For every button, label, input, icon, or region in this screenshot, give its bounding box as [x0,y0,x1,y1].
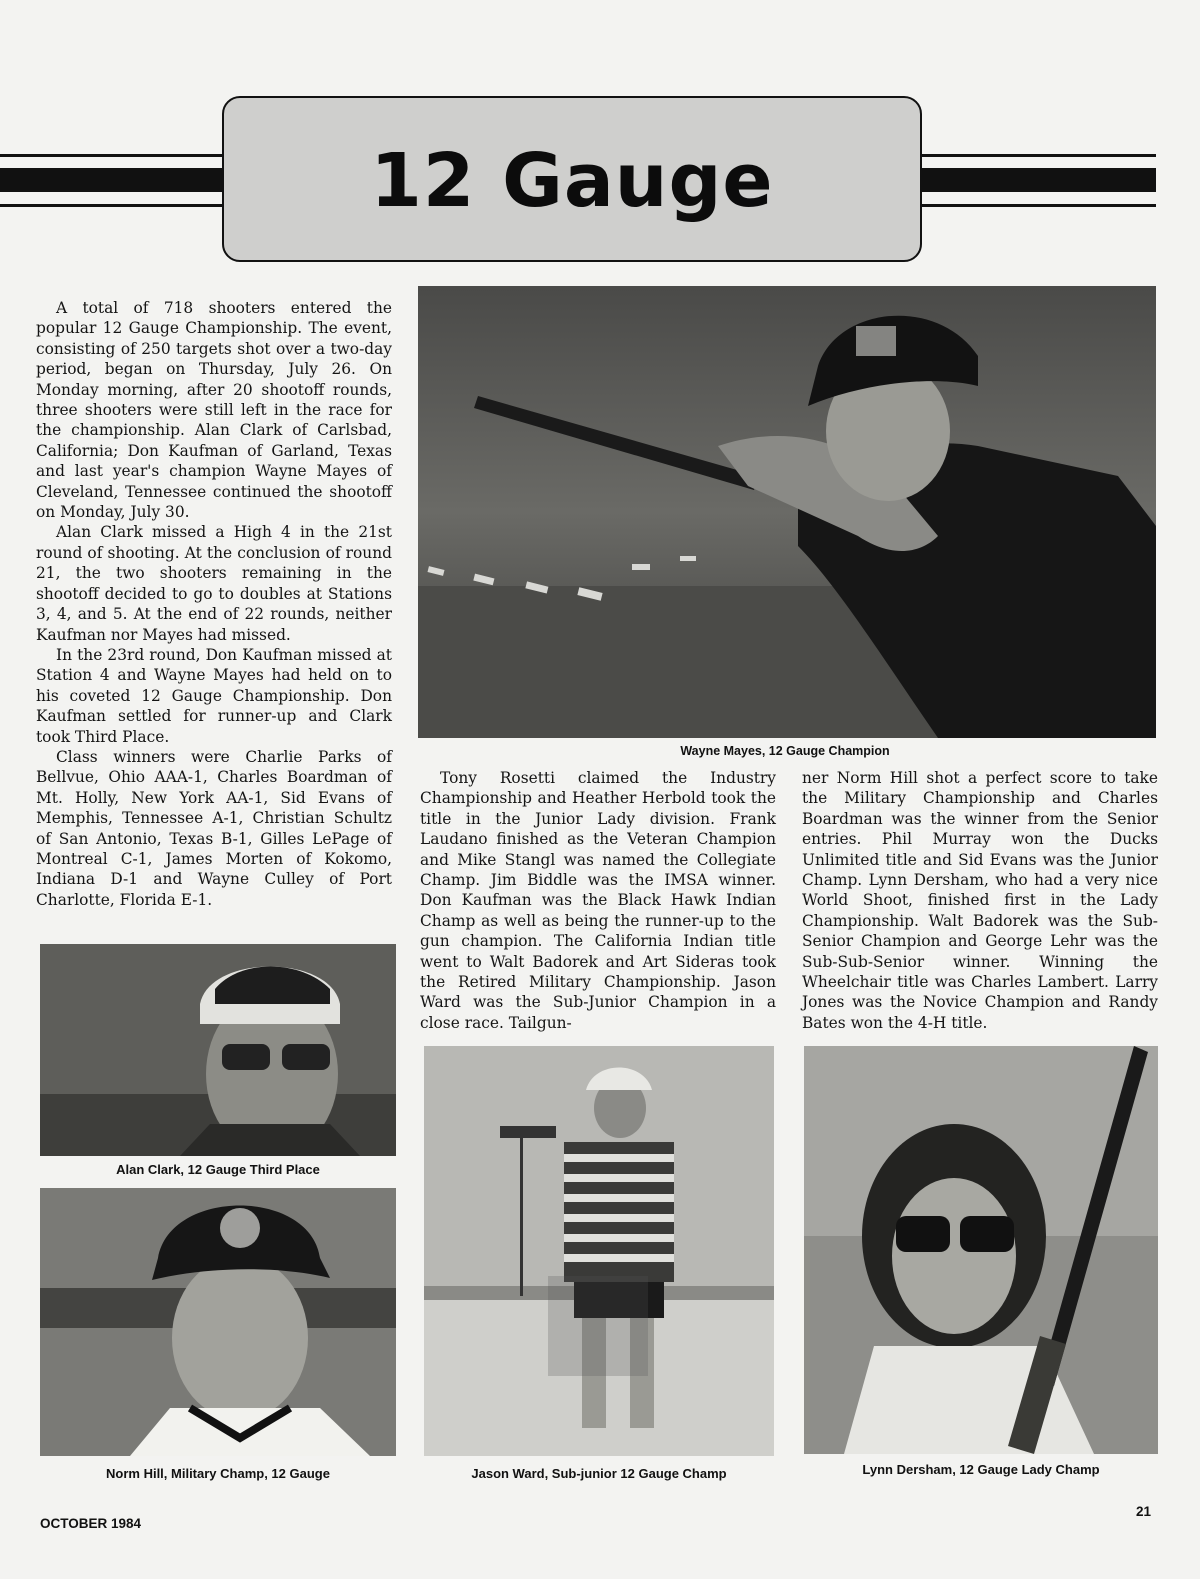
article-column-2 [420,768,776,1033]
article-paragraph: A total of 718 shooters entered the popular 12 Gauge Championship. The event, consisting of 250 targets shot over a two-day period, began on Thursday, July 26. On Monday morning, after 20 shootoff rounds, three shooters were still left in the race for the championship. Alan Clark of Carlsbad, California; Don Kaufman of Garland, Texas and last year's champion Wayne Mayes of Cleveland, Tennessee continued the shootoff on Monday, July 30. [36,299,392,522]
caption-alan-clark: Alan Clark, 12 Gauge Third Place [116,1162,320,1177]
footer-issue-date: OCTOBER 1984 [40,1516,142,1531]
article-paragraph: Class winners were Charlie Parks of Bellvue, Ohio AAA-1, Charles Boardman of Mt. Holly, New York AA-1, Sid Evans of Memphis, Tennessee A-1, Christian Schultz of San Antonio, Texas B-1, Gilles LePage of Montreal C-1, James Morten of Kokomo, Indiana D-1 and Wayne Culley of Port Charlotte, Florida E-1. [36,747,392,909]
photo-wayne-mayes [418,286,1156,738]
caption-lynn-dersham: Lynn Dersham, 12 Gauge Lady Champ [862,1462,1100,1477]
article-paragraph: Tony Rosetti claimed the Industry Championship and Heather Herbold took the title in the Junior Lady division. Frank Laudano finished as the Veteran Champion and Mike Stangl was named the Collegiate Champ. Jim Biddle was the IMSA winner. Don Kaufman was the Black Hawk Indian Champ as well as being the runner-up to the gun champion. The California Indian title went to Walt Badorek and Art Sideras took the Retired Military Championship. Jason Ward was the Sub-Junior Champion in a close race. Tailgun- [420,769,776,1032]
header-rule-left-thin-top [0,154,222,157]
photo-alan-clark [40,944,396,1156]
article-paragraph: ner Norm Hill shot a perfect score to take the Military Championship and Charles Boardman was the winner from the Senior entries. Phil Murray won the Ducks Unlimited title and Sid Evans was the Junior Champ. Lynn Dersham, who had a very nice World Shoot, finished first in the Lady Championship. Walt Badorek was the Sub-Senior Champion and George Lehr was the Sub-Sub-Senior winner. Winning the Wheelchair title was Charles Lambert. Larry Jones was the Novice Champion and Randy Bates won the 4-H title. [802,769,1158,1032]
page-number: 21 [1136,1504,1152,1519]
article-column-1 [36,298,392,910]
photo-norm-hill [40,1188,396,1456]
photo-lynn-dersham [804,1046,1158,1454]
header-rule-right-thin-bottom [922,204,1156,207]
title-banner [222,96,922,262]
header-rule-left-thin-bottom [0,204,222,207]
header-rule-right-thin-top [922,154,1156,157]
header-rule-right-thick [922,168,1156,192]
page-title: 12 Gauge [370,138,774,224]
caption-norm-hill: Norm Hill, Military Champ, 12 Gauge [106,1466,330,1481]
article-paragraph: In the 23rd round, Don Kaufman missed at Station 4 and Wayne Mayes had held on to his coveted 12 Gauge Championship. Don Kaufman settled for runner-up and Clark took Third Place. [36,645,392,746]
header-rule-left-thick [0,168,222,192]
caption-jason-ward: Jason Ward, Sub-junior 12 Gauge Champ [471,1466,727,1481]
article-column-3 [802,768,1158,1033]
article-paragraph: Alan Clark missed a High 4 in the 21st round of shooting. At the conclusion of round 21, the two shooters remaining in the shootoff decided to go to doubles at Stations 3, 4, and 5. At the end of 22 rounds, neither Kaufman nor Mayes had missed. [36,523,392,644]
caption-wayne-mayes: Wayne Mayes, 12 Gauge Champion [680,744,890,758]
photo-jason-ward [424,1046,774,1456]
